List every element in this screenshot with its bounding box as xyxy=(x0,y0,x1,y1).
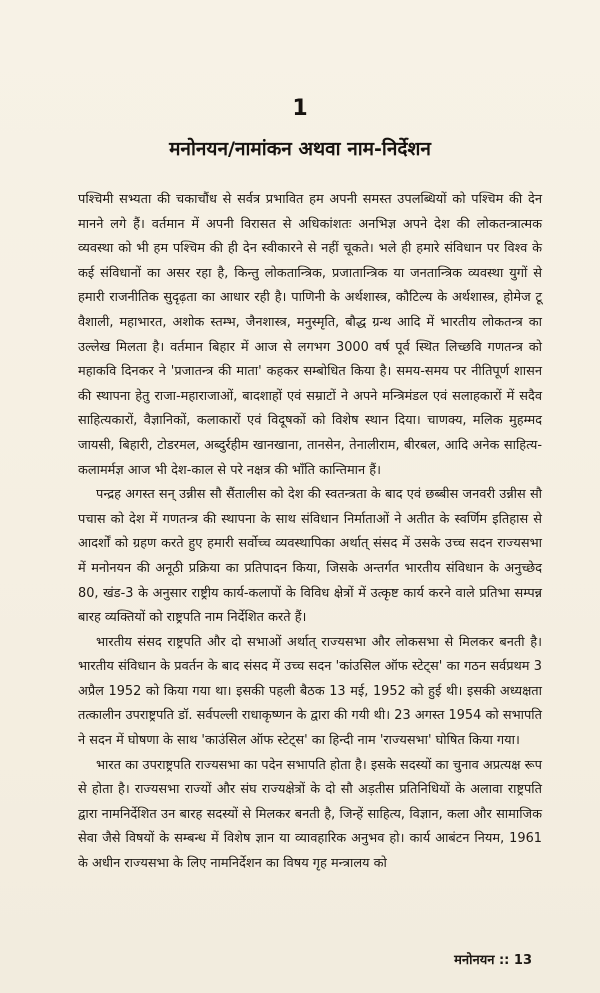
chapter-title: मनोनयन/नामांकन अथवा नाम-निर्देशन xyxy=(169,138,431,160)
paragraph-intro: पश्चिमी सभ्यता की चकाचौंध से सर्वत्र प्रभावित हम अपनी समस्त उपलब्धियों को पश्चिम की देन मानने लगे हैं। वर्तमान में अपनी विरासत से अधिकांशतः अनभिज्ञ अपने देश की लोकतन्त्रात्मक व्यवस्था को भी हम पश्चिम की ही देन स्वीकारने से नहीं चूकते। भले ही हमारे संविधान पर विश्व के कई संविधानों का असर रहा है, किन्तु लोकतान्त्रिक, प्रजातान्त्रिक या जनतान्त्रिक व्यवस्था युगों से हमारी राजनीतिक सुदृढ़ता का आधार रही है। पाणिनी के अर्थशास्त्र, कौटिल्य के अर्थशास्त्र, होमेज टू वैशाली, महाभारत, अशोक स्तम्भ, जैनशास्त्र, मनुस्मृति, बौद्ध ग्रन्थ आदि में भारतीय लोकतन्त्र का उल्लेख मिलता है। वर्तमान बिहार में आज से लगभग 3000 वर्ष पूर्व स्थित लिच्छवि गणतन्त्र को महाकवि दिनकर ने 'प्रजातन्त्र की माता' कहकर सम्बोधित किया है। समय-समय पर नीतिपूर्ण शासन की स्थापना हेतु राजा-महाराजाओं, बादशाहों एवं सम्राटों ने अपने मन्त्रिमंडल एवं सलाहकारों में सदैव साहित्यकारों, वैज्ञानिकों, कलाकारों एवं विदूषकों को विशेष स्थान दिया। चाणक्य, मलिक मुहम्मद जायसी, बिहारी, टोडरमल, अब्दुर्रहीम खानखाना, तानसेन, तेनालीराम, बीरबल, आदि अनेक साहित्य-कलामर्मज्ञ आज भी देश-काल से परे नक्षत्र की भाँति कान्तिमान हैं। xyxy=(78,192,542,478)
page-footer: मनोनयन :: 13 xyxy=(454,953,532,968)
paragraph-vice-president: भारत का उपराष्ट्रपति राज्यसभा का पदेन सभापति होता है। इसके सदस्यों का चुनाव अप्रत्यक्ष रूप से होता है। राज्यसभा राज्यों और संघ राज्यक्षेत्रों के दो सौ अड़तीस प्रतिनिधियों के अलावा राष्ट्रपति द्वारा नामनिर्देशित उन बारह सदस्यों से मिलकर बनती है, जिन्हें साहित्य, विज्ञान, कला और सामाजिक सेवा जैसे विषयों के सम्बन्ध में विशेष ज्ञान या व्यावहारिक अनुभव हो। कार्य आबंटन नियम, 1961 के अधीन राज्यसभा के लिए नामनिर्देशन का विषय गृह मन्त्रालय को xyxy=(78,757,542,872)
chapter-number: 1 xyxy=(292,96,308,121)
chapter-body xyxy=(78,188,542,877)
paragraph-parliament: भारतीय संसद राष्ट्रपति और दो सभाओं अर्थात् राज्यसभा और लोकसभा से मिलकर बनती है। भारतीय संविधान के प्रवर्तन के बाद संसद में उच्च सदन 'कांउसिल ऑफ स्टेट्स' का गठन सर्वप्रथम 3 अप्रैल 1952 को किया गया था। इसकी पहली बैठक 13 मई, 1952 को हुई थी। इसकी अध्यक्षता तत्कालीन उपराष्ट्रपति डॉ. सर्वपल्ली राधाकृष्णन के द्वारा की गयी थी। 23 अगस्त 1954 को सभापति ने सदन में घोषणा के साथ 'काउंसिल ऑफ स्टेट्स' का हिन्दी नाम 'राज्यसभा' घोषित किया गया। xyxy=(78,634,542,749)
paragraph-independence: पन्द्रह अगस्त सन् उन्नीस सौ सैंतालीस को देश की स्वतन्त्रता के बाद एवं छब्बीस जनवरी उन्नीस सौ पचास को देश में गणतन्त्र की स्थापना के साथ संविधान निर्माताओं ने अतीत के स्वर्णिम इतिहास से आदर्शों को ग्रहण करते हुए हमारी सर्वोच्च व्यवस्थापिका अर्थात् संसद में उसके उच्च सदन राज्यसभा में मनोनयन की अनूठी प्रक्रिया का प्रतिपादन किया, जिसके अन्तर्गत भारतीय संविधान के अनुच्छेद 80, खंड-3 के अनुसार राष्ट्रीय कार्य-कलापों के विविध क्षेत्रों में उत्कृष्ट कार्य करने वाले प्रतिभा सम्पन्न बारह व्यक्तियों को राष्ट्रपति नाम निर्देशित करते हैं। xyxy=(78,487,542,626)
